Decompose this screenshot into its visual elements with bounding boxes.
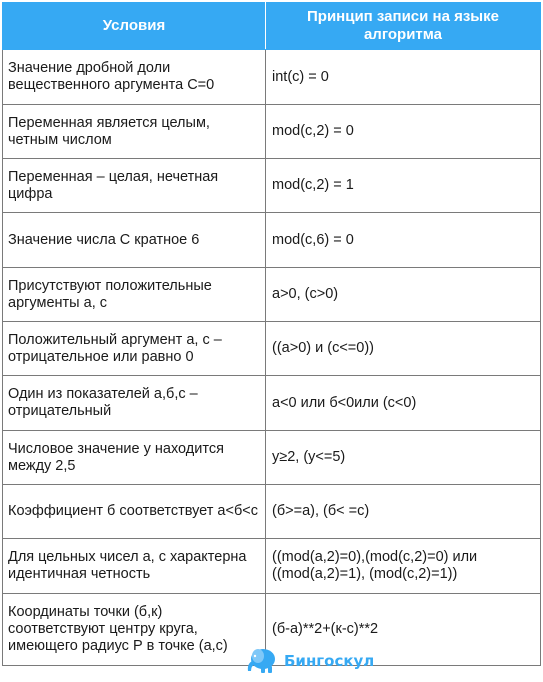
header-algorithm: Принцип записи на языке алгоритма — [266, 3, 541, 50]
table-row — [3, 431, 541, 485]
algorithm-cell: mod(c,2) = 1 — [266, 159, 541, 213]
algorithm-cell: int(c) = 0 — [266, 50, 541, 105]
condition-cell: Значение дробной доли вещественного аргумента С=0 — [3, 50, 266, 105]
algorithm-cell: mod(c,6) = 0 — [266, 213, 541, 268]
table-row — [3, 376, 541, 431]
table-row — [3, 268, 541, 322]
table-row — [3, 159, 541, 213]
elephant-icon — [244, 644, 280, 679]
algorithm-cell: ((mod(a,2)=0),(mod(c,2)=0) или ((mod(a,2)=1), (mod(c,2)=1)) — [266, 539, 541, 594]
algorithm-cell: (б>=a), (б< =c) — [266, 485, 541, 539]
condition-cell: Для цельных чисел а, с характерна идентичная четность — [3, 539, 266, 594]
conditions-table — [2, 2, 541, 666]
condition-cell: Присутствуют положительные аргументы а, с — [3, 268, 266, 322]
header-row — [3, 3, 541, 50]
condition-cell: Координаты точки (б,к) соответствуют центру круга, имеющего радиус Р в точке (а,с) — [3, 594, 266, 666]
table-row — [3, 213, 541, 268]
algorithm-cell: (б-a)**2+(к-c)**2 — [266, 594, 541, 666]
table-row — [3, 50, 541, 105]
bingoskul-watermark — [244, 644, 404, 678]
condition-cell: Переменная является целым, четным числом — [3, 105, 266, 159]
condition-cell: Числовое значение у находится между 2,5 — [3, 431, 266, 485]
condition-cell: Переменная – целая, нечетная цифра — [3, 159, 266, 213]
algorithm-cell: a<0 или б<0или (c<0) — [266, 376, 541, 431]
table-row — [3, 322, 541, 376]
algorithm-cell: ((a>0) и (c<=0)) — [266, 322, 541, 376]
condition-cell: Значение числа С кратное 6 — [3, 213, 266, 268]
header-conditions: Условия — [3, 3, 266, 50]
condition-cell: Коэффициент б соответствует а<б<с — [3, 485, 266, 539]
table-row — [3, 485, 541, 539]
table-row — [3, 539, 541, 594]
condition-cell: Положительный аргумент а, с – отрицательное или равно 0 — [3, 322, 266, 376]
table-row — [3, 105, 541, 159]
watermark-text: Бингоскул — [284, 652, 375, 670]
algorithm-cell: a>0, (c>0) — [266, 268, 541, 322]
condition-cell: Один из показателей а,б,с – отрицательный — [3, 376, 266, 431]
algorithm-cell: mod(c,2) = 0 — [266, 105, 541, 159]
algorithm-cell: y≥2, (y<=5) — [266, 431, 541, 485]
